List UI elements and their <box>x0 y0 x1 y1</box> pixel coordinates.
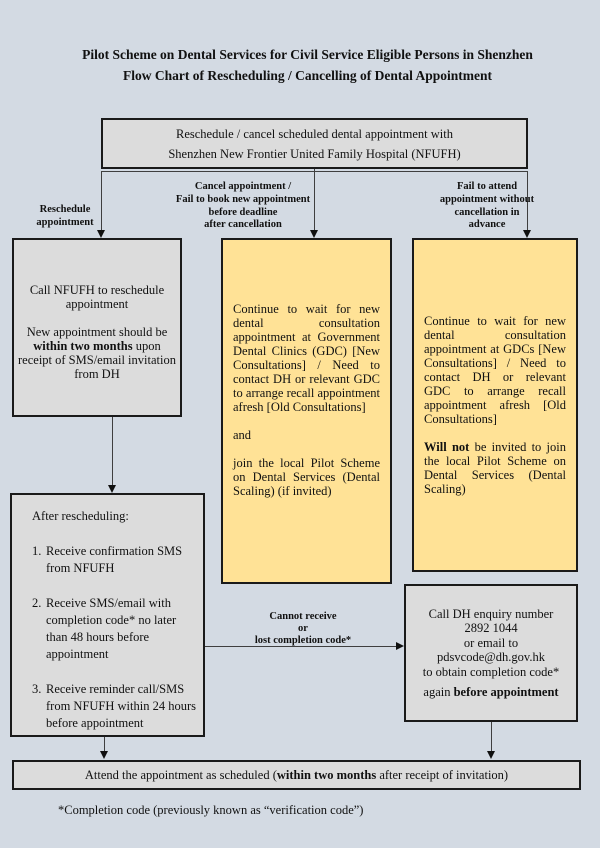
connector-line <box>491 722 492 752</box>
enquiry-line: 2892 1044 <box>464 621 518 635</box>
connector-line <box>205 646 397 647</box>
cannot-label-line: Cannot receive <box>269 611 337 622</box>
arrowhead-down-icon <box>100 751 108 759</box>
page-title <box>15 44 600 86</box>
bottom-bar-attend <box>12 760 581 790</box>
arrowhead-down-icon <box>108 485 116 493</box>
branch-label-fail-attend <box>412 181 562 232</box>
branch-label-line: after cancellation <box>204 219 282 231</box>
cannot-receive-label <box>228 611 378 646</box>
text-segment: after receipt of invitation) <box>376 767 509 782</box>
branch-label-reschedule <box>20 204 110 230</box>
text-segment: again <box>423 685 454 699</box>
enquiry-last-line <box>406 685 576 700</box>
list-item <box>32 681 197 732</box>
attend-text <box>85 768 508 783</box>
enquiry-line: to obtain completion code* <box>422 664 560 679</box>
text-segment-bold: within two months <box>33 339 133 353</box>
arrowhead-down-icon <box>487 751 495 759</box>
arrowhead-right-icon <box>396 642 404 650</box>
branch-label-line: before deadline <box>208 206 278 218</box>
branch-label-line: Fail to book new appointment <box>175 193 311 205</box>
connector-line <box>112 417 113 485</box>
branch-label-line: cancellation in <box>454 206 520 218</box>
branch-label-line: appointment without <box>439 193 535 205</box>
branch-label-line: appointment <box>36 216 94 228</box>
box-dh-enquiry <box>404 584 578 722</box>
call-nfufh-para1: Call NFUFH to reschedule appointment <box>29 283 165 311</box>
cancel-para3: join the local Pilot Scheme on Dental Services (Dental Scaling) (if invited) <box>233 456 380 498</box>
list-number: 3. <box>32 682 42 696</box>
list-item <box>32 595 197 663</box>
list-number: 2. <box>32 596 42 610</box>
cancel-para2: and <box>233 428 252 442</box>
enquiry-line: Call DH enquiry number <box>428 606 554 621</box>
branch-label-line: Fail to attend <box>456 181 518 192</box>
fail-para2 <box>424 440 566 496</box>
page-title-line1: Pilot Scheme on Dental Services for Civil Service Eligible Persons in Shenzhen <box>82 47 533 62</box>
top-box-line2: Shenzhen New Frontier United Family Hospital (NFUFH) <box>168 146 461 161</box>
box-after-rescheduling <box>10 493 205 737</box>
text-segment-bold: Will not <box>424 440 470 454</box>
text-segment: be invited to join the local Pilot Scheme on Dental Services (Dental Scaling) <box>424 440 566 496</box>
list-item <box>32 543 197 577</box>
list-text: Receive SMS/email with completion code* no later than 48 hours before appointment <box>46 596 177 661</box>
text-segment-bold: before appointment <box>453 685 559 699</box>
branch-label-line: advance <box>468 219 506 231</box>
connector-line <box>104 737 105 752</box>
cannot-label-line: or <box>298 622 308 634</box>
branch-label-line: Cancel appointment / <box>194 181 292 192</box>
branch-label-line: Reschedule <box>39 204 91 215</box>
text-segment: Attend the appointment as scheduled ( <box>84 767 277 782</box>
list-number: 1. <box>32 544 42 558</box>
box-call-nfufh <box>12 238 182 417</box>
page-title-line2: Flow Chart of Rescheduling / Cancelling of Dental Appointment <box>122 68 492 83</box>
enquiry-line: or email to <box>463 635 519 650</box>
list-text: Receive confirmation SMS from NFUFH <box>46 544 183 575</box>
cancel-para1: Continue to wait for new dental consultation appointment at Government Dental Clinics (GDC) [New Consultations] / Need to contact DH or relevant GDC to arrange recall appointment afresh [Old Consultations] <box>233 302 380 414</box>
enquiry-email: pdsvcode@dh.gov.hk <box>437 650 545 664</box>
top-box-line1: Reschedule / cancel scheduled dental appointment with <box>176 126 453 141</box>
text-segment: New appointment should be <box>26 325 168 339</box>
fail-para1: Continue to wait for new dental consultation appointment at GDCs [New Consultations] / Need to contact DH or relevant GDC to arrange recall appointment afresh [Old Consultations] <box>424 314 566 426</box>
text-segment: upon receipt of SMS/email invitation from DH <box>18 339 176 381</box>
cannot-label-line: lost completion code* <box>254 634 352 646</box>
box-fail-consequence <box>412 238 578 572</box>
text-segment-bold: within two months <box>276 767 377 782</box>
branch-label-cancel <box>168 181 318 232</box>
top-box-reschedule-cancel <box>101 118 528 169</box>
arrowhead-down-icon <box>97 230 105 238</box>
list-text: Receive reminder call/SMS from NFUFH within 24 hours before appointment <box>46 682 197 730</box>
box-cancel-consequence <box>221 238 392 584</box>
call-nfufh-para2 <box>18 325 176 381</box>
footnote-completion-code: *Completion code (previously known as “verification code”) <box>58 803 364 817</box>
after-heading: After rescheduling: <box>32 509 129 523</box>
